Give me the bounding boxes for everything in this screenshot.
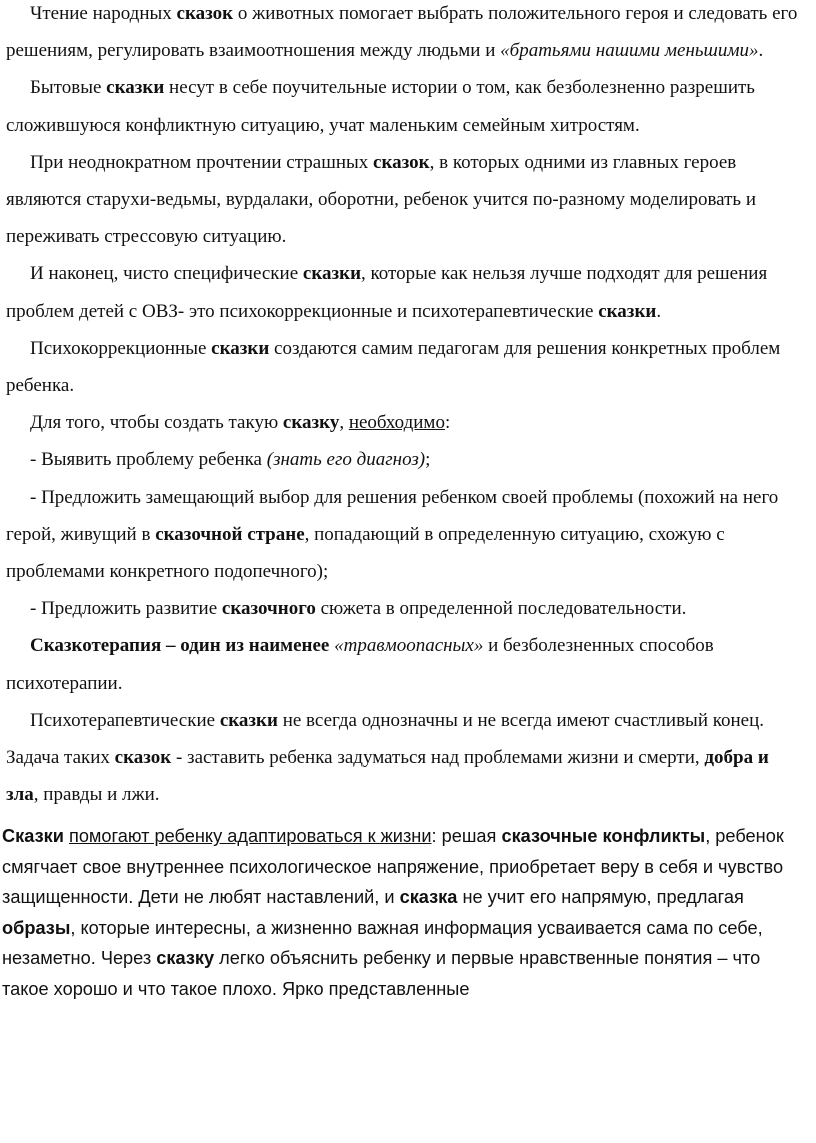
text-run: , bbox=[339, 412, 349, 434]
text-run: - Предложить замещающий выбор для решения ребенком своей проблемы (похожий на него герой, живущий в bbox=[6, 486, 779, 545]
text-run: , в которых одними из главных героев являются старухи-ведьмы, вурдалаки, оборотни, ребенок учится по-разному моделировать и переживать стрессовую ситуацию. bbox=[6, 151, 756, 248]
bold-term: Сказки bbox=[2, 826, 64, 847]
bold-term: образы bbox=[2, 917, 71, 938]
text-run: не всегда однозначны и не всегда имеют счастливый конец. Задача таких bbox=[6, 709, 765, 769]
text-run: . bbox=[758, 40, 764, 62]
paragraph-specific-tales bbox=[0, 255, 816, 329]
text-run: При неоднократном прочтении страшных bbox=[30, 151, 374, 173]
bold-term: сказки bbox=[598, 300, 657, 322]
bold-term: сказка bbox=[399, 887, 458, 908]
text-run: не учит его напрямую, предлагая bbox=[457, 887, 744, 908]
text-run: о животных помогает выбрать положительного героя и следовать его решениям, регулировать взаимоотношения между людьми и bbox=[6, 3, 798, 62]
underlined-term: необходимо bbox=[348, 412, 445, 434]
text-run: И наконец, чисто специфические bbox=[30, 263, 303, 285]
bold-term: сказочные конфликты bbox=[501, 826, 706, 847]
text-run: Психотерапевтические bbox=[30, 709, 220, 731]
paragraph-folk-tales bbox=[0, 0, 816, 69]
bold-term: сказки bbox=[106, 77, 165, 99]
text-run: Для того, чтобы создать такую bbox=[30, 412, 283, 434]
text-run: : bbox=[444, 412, 451, 434]
text-run: легко объяснить ребенку и первые нравственные понятия – что такое хорошо и что такое плохо. Ярко представленные bbox=[2, 948, 761, 999]
underlined-term: помогают ребенку адаптироваться к жизни bbox=[68, 826, 432, 847]
paragraph-adaptation bbox=[0, 821, 816, 1004]
text-run: : решая bbox=[431, 826, 502, 847]
text-run: Чтение народных bbox=[30, 3, 177, 24]
paragraph-scary-tales bbox=[0, 144, 816, 256]
text-run: , попадающий в определенную ситуацию, схожую с проблемами конкретного подопечного); bbox=[6, 523, 725, 583]
list-item-substitute-choice bbox=[0, 479, 816, 591]
text-run: , ребенок смягчает свое внутреннее психологическое напряжение, приобретает веру в себя и чувство защищенности. Дети не любят наставлений, и bbox=[2, 826, 784, 908]
list-item-plot-development bbox=[0, 590, 816, 627]
text-run: , которые интересны, а жизненно важная информация усваивается сама по себе, незаметно. Через bbox=[2, 917, 763, 969]
text-run: Бытовые bbox=[30, 77, 107, 99]
text-run: несут в себе поучительные истории о том, как безболезненно разрешить сложившуюся конфликтную ситуацию, учат маленьким семейным хитростям. bbox=[6, 77, 755, 136]
paragraph-psychocorrection bbox=[0, 330, 816, 404]
text-run: , правды и лжи. bbox=[33, 784, 160, 806]
bold-term: сказку bbox=[156, 948, 215, 969]
bold-term: сказок bbox=[176, 3, 234, 24]
paragraph-how-to-create bbox=[0, 404, 816, 441]
italic-quote: «травмоопасных» bbox=[334, 635, 484, 657]
text-run: - Выявить проблему ребенка bbox=[30, 449, 267, 471]
italic-quote: «братьями нашими меньшими» bbox=[500, 40, 759, 62]
text-run: - Предложить развитие bbox=[30, 598, 222, 620]
italic-note: (знать его диагноз) bbox=[266, 449, 426, 471]
text-run: . bbox=[656, 300, 662, 322]
bold-term: сказку bbox=[282, 412, 340, 434]
bold-term: сказочного bbox=[221, 598, 316, 620]
text-run: , которые как нельзя лучше подходят для решения проблем детей с ОВЗ- это психокоррекционные и психотерапевтические bbox=[6, 263, 768, 322]
text-run: Психокоррекционные bbox=[30, 337, 212, 359]
text-run: ; bbox=[425, 449, 431, 471]
list-item-identify-problem bbox=[0, 441, 816, 478]
bold-term: сказки bbox=[211, 337, 270, 359]
text-run: - заставить ребенка задуматься над проблемами жизни и смерти, bbox=[171, 747, 705, 769]
bold-term: сказки bbox=[219, 709, 278, 731]
paragraph-psychotherapeutic bbox=[0, 702, 816, 814]
bold-term: Сказкотерапия – один из наименее bbox=[30, 635, 335, 657]
bold-term: сказок bbox=[114, 747, 172, 769]
bold-term: сказки bbox=[302, 263, 362, 285]
text-run: создаются самим педагогам для решения конкретных проблем ребенка. bbox=[6, 337, 781, 397]
paragraph-household-tales bbox=[0, 69, 816, 143]
text-run: сюжета в определенной последовательности. bbox=[315, 598, 687, 620]
bold-term: добра и зла bbox=[6, 747, 769, 806]
paragraph-fairytale-therapy bbox=[0, 627, 816, 701]
bold-term: сказочной стране bbox=[155, 523, 305, 545]
bold-term: сказок bbox=[373, 151, 430, 173]
text-run: и безболезненных способов психотерапии. bbox=[6, 635, 714, 694]
